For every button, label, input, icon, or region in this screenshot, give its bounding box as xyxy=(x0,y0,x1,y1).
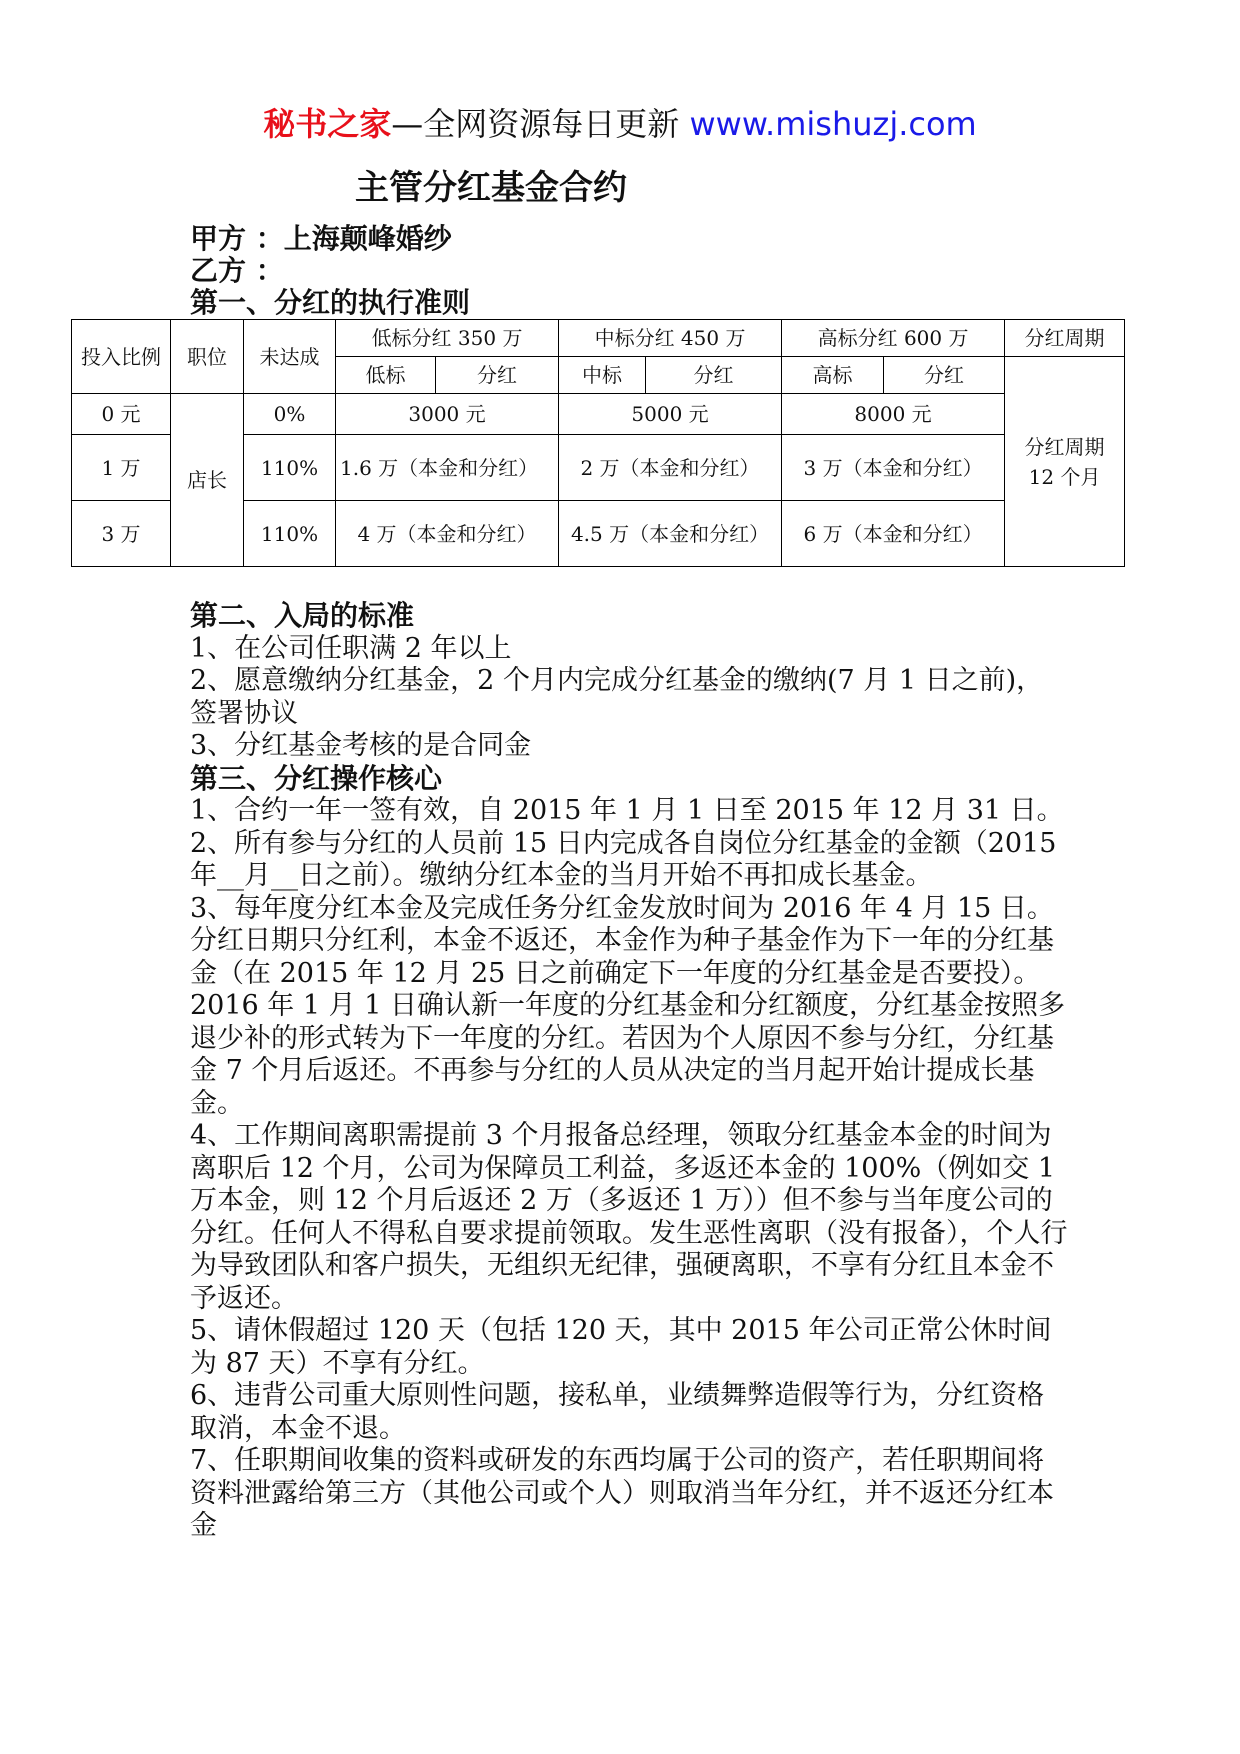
section3-item: 7、任职期间收集的资料或研发的东西均属于公司的资产，若任职期间将资料泄露给第三方（其他公司或个人）则取消当年分红，并不返还分红本金 xyxy=(190,1445,1054,1541)
brand-name: 秘书之家 xyxy=(263,105,392,143)
cell-below: 0% xyxy=(244,394,336,435)
table-row xyxy=(72,394,1125,435)
cycle-cell: 分红周期 12 个月 xyxy=(1005,357,1125,567)
header-slogan: —全网资源每日更新 xyxy=(391,105,690,143)
subheader-mid: 中标 xyxy=(559,357,646,394)
header-cycle: 分红周期 xyxy=(1005,320,1125,357)
section1-heading: 第一、分红的执行准则 xyxy=(190,286,471,319)
section3-heading: 第三、分红操作核心 xyxy=(190,761,443,795)
section3-item: 2、所有参与分红的人员前 15 日内完成各自岗位分红基金的金额（2015 年__月__日之前）。缴纳分红本金的当月开始不再扣成长基金。 xyxy=(190,827,1057,891)
cell-below: 110% xyxy=(244,435,336,501)
site-header xyxy=(0,104,1240,144)
cell-mid: 2 万（本金和分红） xyxy=(559,435,782,501)
subheader-high-div: 分红 xyxy=(884,357,1005,394)
subheader-low: 低标 xyxy=(336,357,436,394)
cell-invest: 0 元 xyxy=(72,394,171,435)
subheader-high: 高标 xyxy=(782,357,884,394)
header-below: 未达成 xyxy=(244,320,336,394)
section3-item: 5、请休假超过 120 天（包括 120 天，其中 2015 年公司正常公休时间为 87 天）不享有分红。 xyxy=(190,1315,1052,1379)
subheader-mid-div: 分红 xyxy=(646,357,782,394)
section2-item: 3、分红基金考核的是合同金 xyxy=(190,730,532,761)
dividend-table xyxy=(71,319,1125,567)
section3-item: 1、合约一年一签有效，自 2015 年 1 月 1 日至 2015 年 12 月 31 日。 xyxy=(190,795,1064,826)
subheader-low-div: 分红 xyxy=(436,357,559,394)
site-url-link[interactable]: www.mishuzj.com xyxy=(689,105,977,143)
cell-mid: 4.5 万（本金和分红） xyxy=(559,501,782,567)
cell-low: 4 万（本金和分红） xyxy=(336,501,559,567)
section3-item: 6、违背公司重大原则性问题，接私单，业绩舞弊造假等行为，分红资格取消，本金不退。 xyxy=(190,1380,1045,1444)
cell-position: 店长 xyxy=(171,394,244,567)
document-title: 主管分红基金合约 xyxy=(355,168,627,208)
cell-high: 8000 元 xyxy=(782,394,1005,435)
header-invest: 投入比例 xyxy=(72,320,171,394)
header-high-group: 高标分红 600 万 xyxy=(782,320,1005,357)
cell-high: 3 万（本金和分红） xyxy=(782,435,1005,501)
section3-item: 3、每年度分红本金及完成任务分红金发放时间为 2016 年 4 月 15 日。分红日期只分红利，本金不返还，本金作为种子基金作为下一年的分红基金（在 2015 年 12 月 25 日之前确定下一年度的分红基金是否要投）。2016 年 1 月 1 日确认新一年度的分红基金和分红额度，分红基金按照多退少补的形式转为下一年度的分红。若因为个人原因不参与分红，分红基金 7 个月后返还。不再参与分红的人员从决定的当月起开始计提成长基金。 xyxy=(190,892,1065,1119)
cell-mid: 5000 元 xyxy=(559,394,782,435)
party-b: 乙方 ： xyxy=(190,254,284,287)
cell-high: 6 万（本金和分红） xyxy=(782,501,1005,567)
header-position: 职位 xyxy=(171,320,244,394)
cell-low: 3000 元 xyxy=(336,394,559,435)
section2-item: 1、在公司任职满 2 年以上 xyxy=(190,632,512,664)
contract-body xyxy=(190,600,1070,1543)
header-mid-group: 中标分红 450 万 xyxy=(559,320,782,357)
section2-item: 2、愿意缴纳分红基金，2 个月内完成分红基金的缴纳(7 月 1 日之前)，签署协议 xyxy=(190,665,1044,729)
cell-low: 1.6 万（本金和分红） xyxy=(336,435,559,501)
header-low-group: 低标分红 350 万 xyxy=(336,320,559,357)
cell-invest: 3 万 xyxy=(72,501,171,567)
cell-below: 110% xyxy=(244,501,336,567)
party-a: 甲方 ：上海颠峰婚纱 xyxy=(190,222,452,255)
cell-invest: 1 万 xyxy=(72,435,171,501)
table-header-row xyxy=(72,320,1125,357)
section2-heading: 第二、入局的标准 xyxy=(190,599,415,632)
section3-item: 4、工作期间离职需提前 3 个月报备总经理，领取分红基金本金的时间为离职后 12 个月，公司为保障员工利益，多返还本金的 100%（例如交 1 万本金，则 12 个月后返还 2 万（多返还 1 万））但不参与当年度公司的分红。任何人不得私自要求提前领取。发生恶性离职（没有报备），个人行为导致团队和客户损失，无组织无纪律，强硬离职，不享有分红且本金不予返还。 xyxy=(190,1120,1068,1314)
